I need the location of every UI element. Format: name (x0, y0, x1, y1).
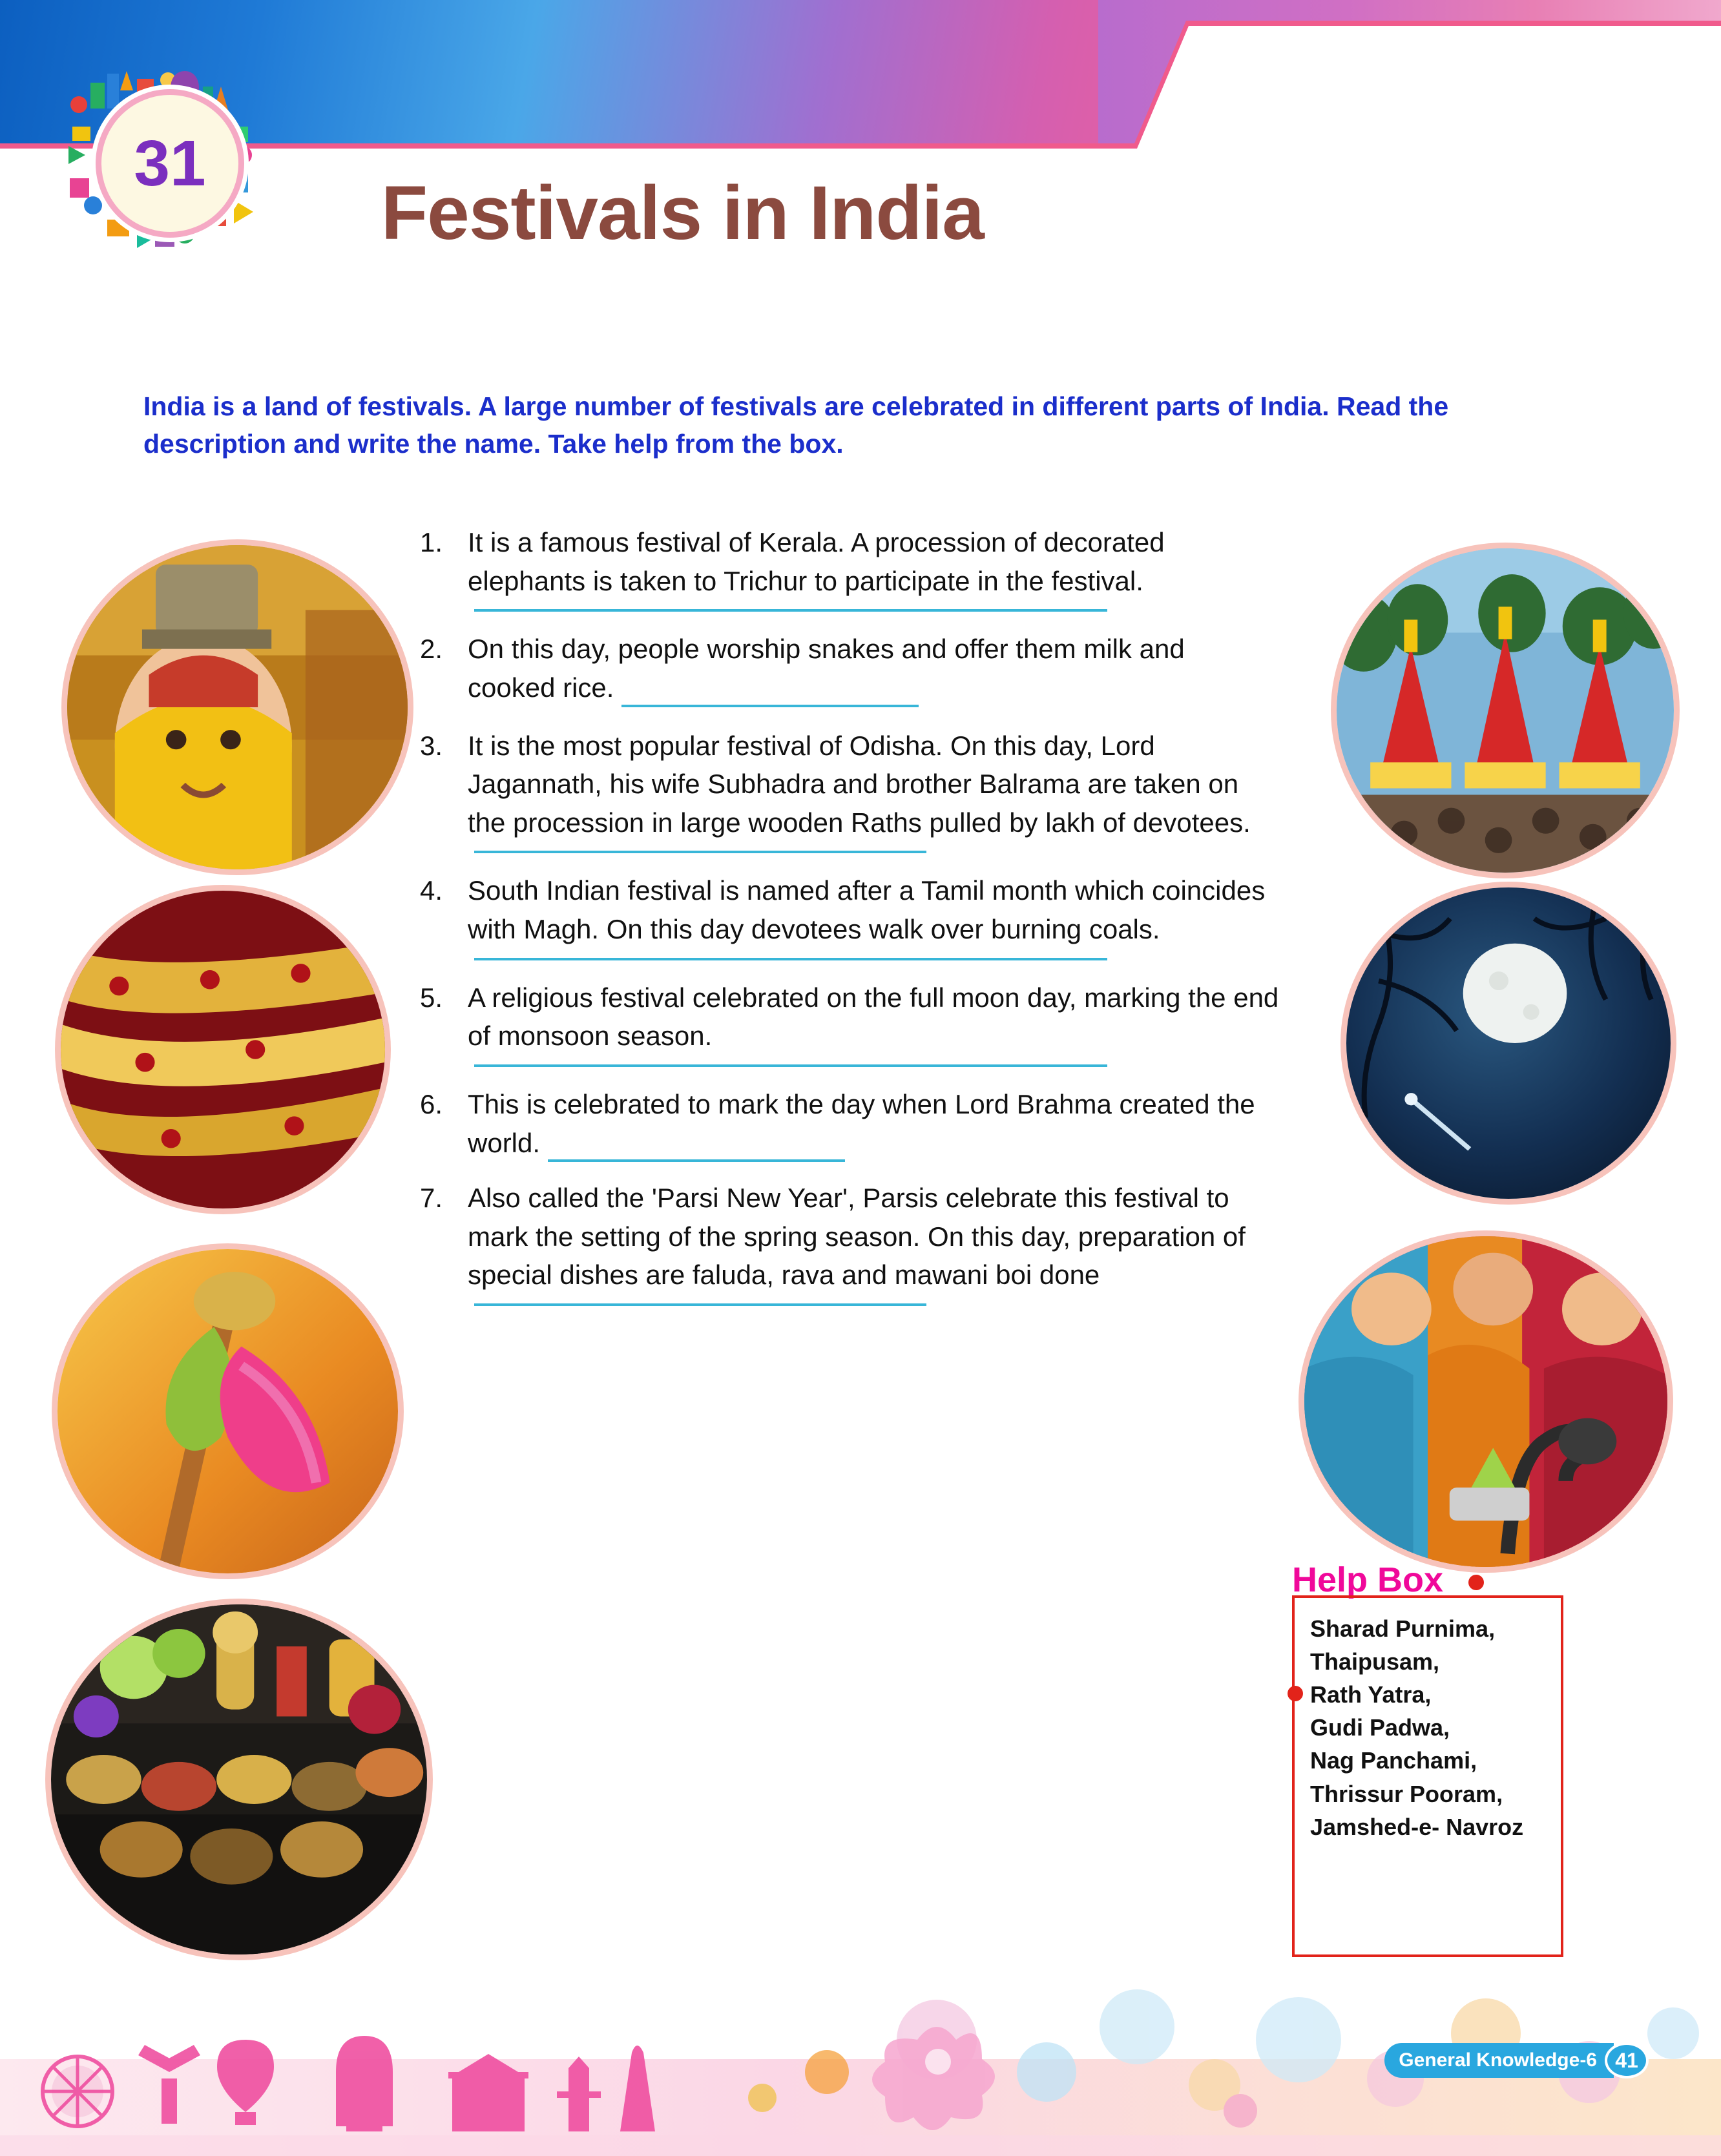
question-number: 2. (420, 634, 443, 665)
help-box-title: Help Box (1292, 1560, 1444, 1599)
question-item-3 (420, 727, 1279, 842)
photo-gudi-padwa (52, 1243, 404, 1579)
footer-decoration (0, 1878, 1721, 2156)
page-title: Festivals in India (381, 171, 984, 256)
question-item-2 (420, 630, 1279, 707)
answer-blank-2[interactable] (621, 679, 919, 707)
chapter-number: 31 (134, 127, 206, 200)
question-number: 3. (420, 730, 443, 761)
question-number: 7. (420, 1183, 443, 1214)
chapter-badge (65, 65, 258, 258)
help-box-item: Sharad Purnima, (1310, 1615, 1496, 1642)
photo-thrissur-pooram (61, 539, 413, 875)
intro-instructions: India is a land of festivals. A large number of festivals are celebrated in different parts of India. Read the description and write the name. Take help from the box. (143, 391, 1449, 459)
help-box-item: Thaipusam, (1310, 1648, 1440, 1675)
photo-rath-image (1337, 548, 1674, 873)
answer-blank-6[interactable] (548, 1134, 845, 1162)
answer-blank-4[interactable] (474, 958, 1107, 960)
help-box-item: Thrissur Pooram, (1310, 1780, 1503, 1807)
question-list (420, 523, 1279, 1324)
answer-blank-3[interactable] (474, 851, 926, 853)
question-text: A religious festival celebrated on the full moon day, marking the end of monsoon season. (468, 982, 1279, 1052)
answer-blank-7[interactable] (474, 1303, 926, 1306)
question-item-6 (420, 1085, 1279, 1162)
footer-page-badge (1384, 2042, 1649, 2078)
book-title-label: General Knowledge-6 (1384, 2043, 1614, 2078)
question-text-label: This is celebrated to mark the day when Lord Brahma created the world. (468, 1088, 1255, 1158)
photo-nag-panchami (1299, 1230, 1673, 1573)
photo-snake-image (1304, 1236, 1667, 1567)
photo-gold-image (61, 891, 385, 1208)
help-box-item: Gudi Padwa, (1310, 1714, 1450, 1741)
question-text (468, 630, 1279, 707)
photo-moon-image (1346, 887, 1671, 1199)
question-number: 1. (420, 527, 443, 557)
question-text: It is a famous festival of Kerala. A procession of decorated elephants is taken to Trichur to participate in the festival. (468, 527, 1165, 596)
question-item-1 (420, 523, 1279, 600)
help-box-item: Nag Panchami, (1310, 1747, 1477, 1774)
question-text: It is the most popular festival of Odisha. On this day, Lord Jagannath, his wife Subhadra and brother Balrama are taken on the procession in large wooden Raths pulled by lakh of devotees. (468, 730, 1251, 838)
photo-golden-ornaments (55, 885, 391, 1214)
page-header (0, 0, 1721, 258)
photo-gudi-image (57, 1249, 398, 1573)
page-number: 41 (1605, 2042, 1649, 2078)
answer-blank-1[interactable] (474, 609, 1107, 612)
question-text-label: On this day, people worship snakes and offer them milk and cooked rice. (468, 634, 1185, 703)
photo-rath-yatra (1331, 543, 1680, 878)
question-number: 4. (420, 875, 443, 906)
help-box-item: Jamshed-e- Navroz (1310, 1813, 1524, 1840)
photo-full-moon-night (1340, 882, 1676, 1205)
question-number: 5. (420, 982, 443, 1013)
question-text (468, 1085, 1279, 1162)
page-footer (0, 1878, 1721, 2156)
answer-blank-5[interactable] (474, 1064, 1107, 1067)
question-text: Also called the 'Parsi New Year', Parsis celebrate this festival to mark the setting of the spring season. On this day, preparation of special dishes are faluda, rava and mawani boi done (468, 1183, 1246, 1290)
photo-thrissur-image (67, 545, 408, 869)
help-box-item: Rath Yatra, (1310, 1681, 1432, 1708)
question-item-4 (420, 871, 1279, 948)
help-box-dot-icon (1468, 1575, 1484, 1590)
question-text: South Indian festival is named after a Tamil month which coincides with Magh. On this day devotees walk over burning coals. (468, 875, 1266, 944)
question-item-7 (420, 1179, 1279, 1294)
question-number: 6. (420, 1088, 443, 1119)
question-item-5 (420, 979, 1279, 1055)
chapter-number-circle (96, 89, 244, 238)
